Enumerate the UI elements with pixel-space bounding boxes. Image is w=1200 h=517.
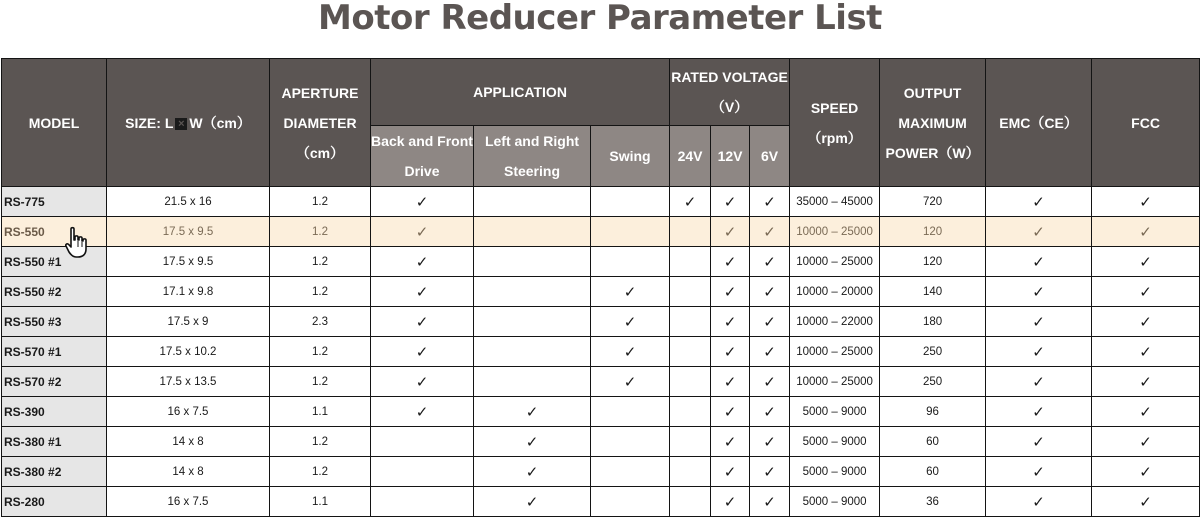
cell-emc: ✓ — [986, 397, 1092, 427]
cell-aperture: 1.2 — [270, 247, 371, 277]
cell-back: ✓ — [371, 397, 474, 427]
header-model: MODEL — [2, 59, 107, 187]
times-icon: × — [175, 118, 187, 130]
cell-size: 17.5 x 9.5 — [107, 247, 270, 277]
cell-aperture: 2.3 — [270, 307, 371, 337]
cell-emc: ✓ — [986, 217, 1092, 247]
table-row[interactable] — [2, 247, 1200, 277]
header-size-prefix: SIZE: — [125, 114, 161, 131]
cell-power: 180 — [880, 307, 986, 337]
cell-speed: 10000 – 22000 — [790, 307, 880, 337]
table-row[interactable] — [2, 457, 1200, 487]
cell-size: 21.5 x 16 — [107, 187, 270, 217]
header-v12: 12V — [711, 126, 750, 187]
cell-v6: ✓ — [750, 487, 790, 517]
cell-v12: ✓ — [711, 337, 750, 367]
cell-back — [371, 427, 474, 457]
cell-left — [474, 217, 591, 247]
cell-size: 17.5 x 13.5 — [107, 367, 270, 397]
cell-fcc: ✓ — [1092, 367, 1200, 397]
cell-back — [371, 457, 474, 487]
table-row[interactable] — [2, 337, 1200, 367]
cell-v12: ✓ — [711, 277, 750, 307]
cell-model: RS-550 #3 — [2, 307, 107, 337]
cell-size: 14 x 8 — [107, 427, 270, 457]
cell-power: 120 — [880, 247, 986, 277]
cell-v24 — [670, 487, 711, 517]
cell-size: 17.5 x 10.2 — [107, 337, 270, 367]
cell-power: 250 — [880, 367, 986, 397]
cell-v12: ✓ — [711, 187, 750, 217]
cell-emc: ✓ — [986, 487, 1092, 517]
cell-size: 17.1 x 9.8 — [107, 277, 270, 307]
cell-back: ✓ — [371, 187, 474, 217]
cell-v12: ✓ — [711, 217, 750, 247]
cell-emc: ✓ — [986, 307, 1092, 337]
cell-back — [371, 487, 474, 517]
cell-speed: 10000 – 25000 — [790, 337, 880, 367]
cell-emc: ✓ — [986, 457, 1092, 487]
header-output-power: OUTPUT MAXIMUM POWER（W） — [880, 59, 986, 187]
cell-model: RS-380 #2 — [2, 457, 107, 487]
cell-power: 140 — [880, 277, 986, 307]
header-app-left-right: Left and Right Steering — [474, 126, 591, 187]
cell-emc: ✓ — [986, 367, 1092, 397]
cell-left: ✓ — [474, 487, 591, 517]
cell-model: RS-550 — [2, 217, 107, 247]
cell-speed: 5000 – 9000 — [790, 427, 880, 457]
cell-aperture: 1.1 — [270, 397, 371, 427]
cell-left: ✓ — [474, 457, 591, 487]
cell-emc: ✓ — [986, 337, 1092, 367]
cell-model: RS-550 #2 — [2, 277, 107, 307]
table-row[interactable] — [2, 277, 1200, 307]
cell-speed: 5000 – 9000 — [790, 397, 880, 427]
cell-power: 250 — [880, 337, 986, 367]
cell-v24 — [670, 337, 711, 367]
cell-back: ✓ — [371, 307, 474, 337]
header-rated-voltage: RATED VOLTAGE（V） — [670, 59, 790, 126]
header-speed: SPEED（rpm） — [790, 59, 880, 187]
cell-swing: ✓ — [591, 337, 670, 367]
cell-power: 60 — [880, 457, 986, 487]
cell-size: 14 x 8 — [107, 457, 270, 487]
cell-aperture: 1.2 — [270, 217, 371, 247]
cell-power: 96 — [880, 397, 986, 427]
cell-fcc: ✓ — [1092, 427, 1200, 457]
cell-model: RS-775 — [2, 187, 107, 217]
cell-v12: ✓ — [711, 487, 750, 517]
cell-aperture: 1.2 — [270, 367, 371, 397]
cell-left — [474, 367, 591, 397]
cell-swing: ✓ — [591, 367, 670, 397]
hand-pointer-icon — [64, 226, 90, 260]
header-app-swing: Swing — [591, 126, 670, 187]
cell-swing — [591, 187, 670, 217]
cell-v6: ✓ — [750, 397, 790, 427]
header-application: APPLICATION — [371, 59, 670, 126]
table-row[interactable] — [2, 367, 1200, 397]
cell-model: RS-570 #2 — [2, 367, 107, 397]
cell-speed: 5000 – 9000 — [790, 487, 880, 517]
cell-fcc: ✓ — [1092, 277, 1200, 307]
cell-fcc: ✓ — [1092, 397, 1200, 427]
cell-v12: ✓ — [711, 367, 750, 397]
cell-v12: ✓ — [711, 457, 750, 487]
cell-v12: ✓ — [711, 307, 750, 337]
cell-swing — [591, 247, 670, 277]
cell-aperture: 1.1 — [270, 487, 371, 517]
header-emc: EMC（CE） — [986, 59, 1092, 187]
cell-v24 — [670, 427, 711, 457]
cell-speed: 10000 – 25000 — [790, 367, 880, 397]
cell-v6: ✓ — [750, 277, 790, 307]
cell-left: ✓ — [474, 427, 591, 457]
cell-aperture: 1.2 — [270, 337, 371, 367]
cell-power: 120 — [880, 217, 986, 247]
cell-size: 16 x 7.5 — [107, 487, 270, 517]
cell-swing: ✓ — [591, 277, 670, 307]
cell-left — [474, 277, 591, 307]
cell-fcc: ✓ — [1092, 187, 1200, 217]
cell-size: 17.5 x 9.5 — [107, 217, 270, 247]
cell-v6: ✓ — [750, 247, 790, 277]
cell-fcc: ✓ — [1092, 247, 1200, 277]
cell-v6: ✓ — [750, 337, 790, 367]
cell-power: 60 — [880, 427, 986, 457]
cell-fcc: ✓ — [1092, 487, 1200, 517]
cell-back: ✓ — [371, 277, 474, 307]
cell-back: ✓ — [371, 247, 474, 277]
page-title: Motor Reducer Parameter List — [318, 0, 882, 38]
cell-v24: ✓ — [670, 187, 711, 217]
cell-model: RS-280 — [2, 487, 107, 517]
cell-v24 — [670, 277, 711, 307]
cell-size: 16 x 7.5 — [107, 397, 270, 427]
cell-speed: 10000 – 20000 — [790, 277, 880, 307]
header-aperture: APERTURE DIAMETER（cm） — [270, 59, 371, 187]
cell-v24 — [670, 397, 711, 427]
header-v24: 24V — [670, 126, 711, 187]
cell-swing: ✓ — [591, 307, 670, 337]
cell-power: 720 — [880, 187, 986, 217]
cell-power: 36 — [880, 487, 986, 517]
cell-emc: ✓ — [986, 187, 1092, 217]
parameter-table — [1, 58, 1200, 517]
cell-fcc: ✓ — [1092, 217, 1200, 247]
cell-v24 — [670, 307, 711, 337]
cell-left: ✓ — [474, 397, 591, 427]
cell-model: RS-550 #1 — [2, 247, 107, 277]
cell-back: ✓ — [371, 337, 474, 367]
header-fcc: FCC — [1092, 59, 1200, 187]
cell-fcc: ✓ — [1092, 307, 1200, 337]
header-size-l: L — [164, 114, 174, 131]
table-row[interactable] — [2, 427, 1200, 457]
header-size-suffix: W（cm） — [189, 114, 251, 131]
cell-aperture: 1.2 — [270, 277, 371, 307]
cell-left — [474, 187, 591, 217]
cell-speed: 10000 – 25000 — [790, 217, 880, 247]
cell-v12: ✓ — [711, 427, 750, 457]
cell-model: RS-380 #1 — [2, 427, 107, 457]
table-row[interactable] — [2, 397, 1200, 427]
cell-swing — [591, 397, 670, 427]
cell-size: 17.5 x 9 — [107, 307, 270, 337]
cell-emc: ✓ — [986, 277, 1092, 307]
cell-v24 — [670, 457, 711, 487]
cell-swing — [591, 457, 670, 487]
cell-aperture: 1.2 — [270, 427, 371, 457]
cell-left — [474, 307, 591, 337]
cell-fcc: ✓ — [1092, 457, 1200, 487]
cell-emc: ✓ — [986, 247, 1092, 277]
table-row[interactable] — [2, 187, 1200, 217]
table-body — [2, 187, 1200, 517]
table-row[interactable] — [2, 307, 1200, 337]
cell-swing — [591, 217, 670, 247]
cell-left — [474, 337, 591, 367]
cell-aperture: 1.2 — [270, 187, 371, 217]
cell-swing — [591, 427, 670, 457]
cell-v24 — [670, 217, 711, 247]
cell-v6: ✓ — [750, 427, 790, 457]
cell-v24 — [670, 247, 711, 277]
cell-aperture: 1.2 — [270, 457, 371, 487]
cell-back: ✓ — [371, 367, 474, 397]
cell-emc: ✓ — [986, 427, 1092, 457]
cell-v6: ✓ — [750, 367, 790, 397]
table-row[interactable] — [2, 217, 1200, 247]
cell-model: RS-570 #1 — [2, 337, 107, 367]
cell-v12: ✓ — [711, 397, 750, 427]
cell-model: RS-390 — [2, 397, 107, 427]
cell-v24 — [670, 367, 711, 397]
cell-left — [474, 247, 591, 277]
cell-back: ✓ — [371, 217, 474, 247]
table-row[interactable] — [2, 487, 1200, 517]
cell-v6: ✓ — [750, 307, 790, 337]
cell-v6: ✓ — [750, 457, 790, 487]
header-v6: 6V — [750, 126, 790, 187]
cell-swing — [591, 487, 670, 517]
cell-v6: ✓ — [750, 187, 790, 217]
cell-v12: ✓ — [711, 247, 750, 277]
cell-fcc: ✓ — [1092, 337, 1200, 367]
header-size — [107, 59, 270, 187]
cell-speed: 35000 – 45000 — [790, 187, 880, 217]
cell-speed: 10000 – 25000 — [790, 247, 880, 277]
cell-speed: 5000 – 9000 — [790, 457, 880, 487]
header-app-back-front: Back and Front Drive — [371, 126, 474, 187]
cell-v6: ✓ — [750, 217, 790, 247]
